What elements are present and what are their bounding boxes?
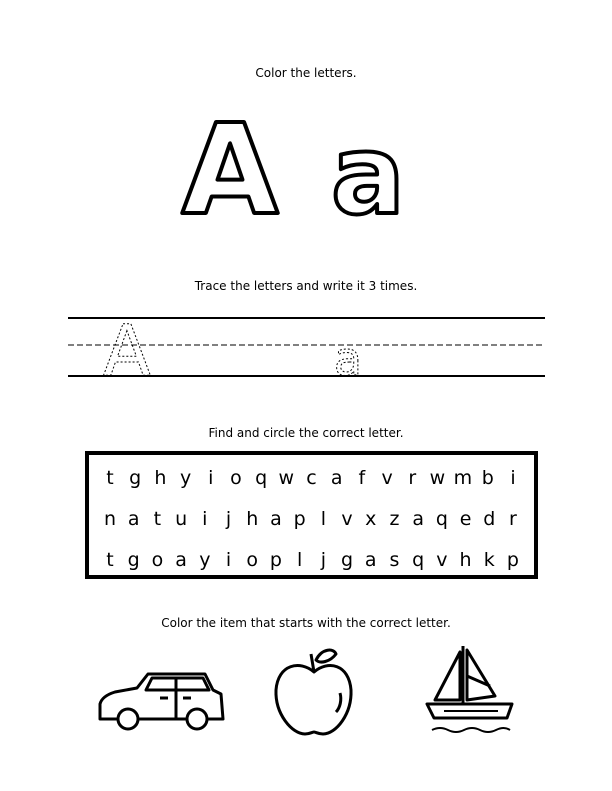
grid-letter[interactable]: w [278, 467, 295, 489]
grid-letter[interactable]: e [459, 508, 472, 530]
grid-row-3 [101, 549, 522, 571]
grid-letter[interactable]: t [106, 549, 114, 571]
grid-letter[interactable]: r [509, 508, 517, 530]
grid-letter[interactable]: p [506, 549, 519, 571]
grid-letter[interactable]: a [412, 508, 424, 530]
grid-letter[interactable]: z [389, 508, 400, 530]
grid-letter[interactable]: m [453, 467, 473, 489]
color-letters-instruction: Color the letters. [255, 66, 357, 80]
grid-letter[interactable]: j [320, 549, 326, 571]
grid-letter[interactable]: w [429, 467, 446, 489]
grid-letter[interactable]: a [270, 508, 282, 530]
grid-letter[interactable]: q [435, 508, 448, 530]
grid-letter[interactable]: t [106, 467, 114, 489]
grid-letter[interactable]: q [412, 549, 425, 571]
trace-instruction: Trace the letters and write it 3 times. [194, 279, 418, 293]
trace-lowercase: a [333, 332, 363, 382]
grid-letter[interactable]: b [481, 467, 494, 489]
grid-letter[interactable]: o [151, 549, 164, 571]
grid-letter[interactable]: g [127, 549, 140, 571]
picture-row [0, 638, 612, 748]
grid-letter[interactable]: f [358, 467, 366, 489]
uppercase-letter: A [181, 108, 279, 228]
sailboat-icon[interactable] [427, 646, 512, 732]
apple-icon[interactable] [276, 650, 351, 734]
grid-letter[interactable]: i [225, 549, 232, 571]
grid-letter[interactable]: a [364, 549, 377, 571]
outline-letters [0, 108, 612, 228]
grid-letter[interactable]: l [320, 508, 326, 530]
grid-letter[interactable]: y [179, 467, 192, 489]
grid-letter[interactable]: p [269, 549, 282, 571]
grid-letter[interactable]: h [459, 549, 472, 571]
grid-letter[interactable]: i [510, 467, 516, 489]
grid-letter[interactable]: a [127, 508, 140, 530]
grid-row-1 [101, 467, 522, 489]
grid-letter[interactable]: x [365, 508, 377, 530]
grid-letter[interactable]: i [202, 508, 208, 530]
trace-uppercase: A [103, 310, 151, 382]
grid-letter[interactable]: o [246, 549, 259, 571]
handwriting-lines [68, 310, 545, 382]
grid-letter[interactable]: l [296, 549, 303, 571]
grid-letter[interactable]: s [389, 549, 400, 571]
grid-letter[interactable]: i [208, 467, 214, 489]
grid-letter[interactable]: o [230, 467, 242, 489]
grid-letter[interactable]: c [306, 467, 317, 489]
grid-letter[interactable]: a [330, 467, 343, 489]
grid-letter[interactable]: g [341, 549, 354, 571]
car-icon[interactable] [100, 674, 223, 729]
grid-row-2 [101, 508, 522, 530]
grid-letter[interactable]: n [103, 508, 117, 530]
grid-letter[interactable]: v [381, 467, 393, 489]
grid-letter[interactable]: r [408, 467, 417, 489]
grid-letter[interactable]: g [129, 467, 142, 489]
grid-letter[interactable]: h [154, 467, 167, 489]
grid-letter[interactable]: a [175, 549, 187, 571]
letter-grid [85, 451, 538, 579]
grid-letter[interactable]: d [483, 508, 496, 530]
grid-letter[interactable]: j [225, 508, 232, 530]
lowercase-letter: a [330, 111, 406, 228]
grid-letter[interactable]: v [341, 508, 353, 530]
grid-letter[interactable]: v [436, 549, 448, 571]
grid-letter[interactable]: q [255, 467, 268, 489]
grid-letter[interactable]: p [293, 508, 306, 530]
grid-letter[interactable]: u [175, 508, 188, 530]
grid-letter[interactable]: t [153, 508, 162, 530]
pictures-instruction: Color the item that starts with the correct letter. [161, 616, 451, 630]
grid-letter[interactable]: k [483, 549, 495, 571]
grid-letter[interactable]: h [246, 508, 259, 530]
grid-letter[interactable]: y [199, 549, 211, 571]
find-instruction: Find and circle the correct letter. [208, 426, 404, 440]
